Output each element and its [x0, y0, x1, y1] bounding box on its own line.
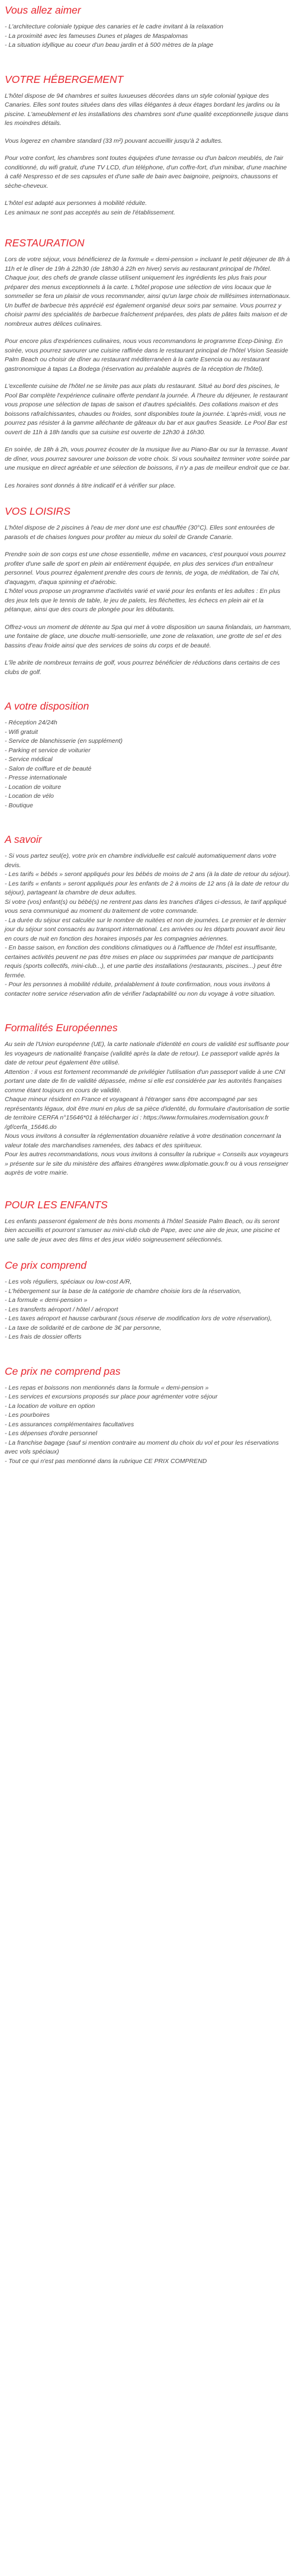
- list-ne-comprend-pas: [5, 1384, 291, 1467]
- paragraph: En soirée, de 18h à 2h, vous pourrez écouter de la musique live au Piano-Bar ou sur la terrasse. Avant de dîner, vous pourrez savourer une boisson de votre choix. Si vous souhaitez terminer votre soirée par une musique en direct agréable et une sélection de boissons, il n'y a pas de meilleur endroit que ce bar.: [5, 446, 290, 471]
- section-title-savoir: A savoir: [5, 833, 42, 845]
- list-comprend: [5, 1278, 291, 1342]
- list-item: - Tout ce qui n'est pas mentionné dans la rubrique CE PRIX COMPREND: [5, 1457, 207, 1465]
- section-title-hebergement: VOTRE HÉBERGEMENT: [5, 73, 124, 85]
- paragraph: - Si vous partez seul(e), votre prix en chambre individuelle est calculé automatiquement dans votre devis.: [5, 852, 276, 869]
- list-item: - Wifi gratuit: [5, 728, 38, 736]
- paragraph: Au sein de l'Union européenne (UE), la carte nationale d'identité en cours de validité est suffisante pour les voyageurs de nationalité française (validité après la date de retour). Le passeport valide après la date de retour peut également être utilisé. Attention : il vous est fortement recommandé de privilégier l'utilisation d'un passeport valide à une CNI portant une date de fin de validité dépassée, même si elle est considérée par les autorités françaises comme étant toujours en cours de validité. Chaque mineur résident en France et voyageant à l'étranger sans être accompagné par ses représentants légaux, doit être muni en plus de sa pièce d'identité, du formulaire d'autorisation de sortie de territoire CERFA n°15646*01 à télécharger ici : https://www.formulaires.modernisation.gouv.fr /gf/cerfa_15646.do Nous vous invitons à consulter la réglementation douanière relative à votre destination concernant la valeur totale des marchandises ramenées, des tabacs et des spiritueux. Pour les autres recommandations, nous vous invitons à consulter la rubrique « Conseils aux voyageurs » présente sur le site du ministère des affaires étrangères www.diplomatie.gouv.fr ou à vous renseigner auprès de votre mairie.: [5, 1041, 289, 1176]
- paragraph: Les horaires sont donnés à titre indicatif et à vérifier sur place.: [5, 482, 176, 489]
- section-title-ne-comprend-pas: Ce prix ne comprend pas: [5, 1365, 121, 1377]
- paragraph: Si votre (vos) enfant(s) ou bébé(s) ne rentrent pas dans les tranches d'âges ci-dessus, le tarif appliqué vous sera communiqué au moment du traitement de votre commande.: [5, 898, 287, 915]
- list-item: - Les transferts aéroport / hôtel / aéroport: [5, 1305, 118, 1313]
- paragraph: L'hôtel est adapté aux personnes à mobilité réduite. Les animaux ne sont pas acceptés au sein de l'établissement.: [5, 200, 176, 216]
- paragraph: - Pour les personnes à mobilité réduite, préalablement à toute confirmation, nous vous invitons à contacter notre service réservation afin de vérifier l'adaptabilité ou non du voyage à votre situation.: [5, 981, 276, 997]
- paragraph: Pour encore plus d'expériences culinaires, nous vous recommandons le programme Ecep-Dining. En soirée, vous pourrez savourer une cuisine raffinée dans le restaurant principal de l'hôtel Vision Seaside Palm Beach ou choisir de dîner au restaurant méditerranéen à la carte Esencia ou au restaurant gastronomique à tapas La Bodega (réservation au préalable auprès de la réception de l'hôtel).: [5, 338, 288, 373]
- list-item: - La proximité avec les fameuses Dunes et plages de Maspalomas: [5, 32, 188, 40]
- paragraph: - Les tarifs « bébés » seront appliqués pour les bébés de moins de 2 ans (à la date de retour du séjour).: [5, 871, 291, 878]
- list-item: - L'hébergement sur la base de la catégorie de chambre choisie lors de la réservation,: [5, 1287, 242, 1295]
- list-item: - La formule « demi-pension »: [5, 1297, 88, 1304]
- list-item: - Service de blanchisserie (en supplément): [5, 737, 123, 745]
- list-item: - La taxe de solidarité et de carbone de 3€ par personne,: [5, 1324, 162, 1332]
- section-title-loisirs: VOS LOISIRS: [5, 505, 70, 517]
- section-enfants: [5, 1198, 291, 1245]
- section-title-formalites: Formalités Européennes: [5, 1022, 118, 1034]
- section-loisirs: [5, 505, 291, 677]
- list-item: - Boutique: [5, 801, 33, 809]
- list-item: - Les taxes aéroport et hausse carburant (sous réserve de modification lors de votre réservation),: [5, 1315, 272, 1322]
- list-item: - Les services et excursions proposés sur place pour agrémenter votre séjour: [5, 1393, 218, 1400]
- list-item: - Les vols réguliers, spéciaux ou low-cost A/R,: [5, 1278, 132, 1285]
- section-vous-allez-aimer: [5, 4, 291, 50]
- list-item: - Presse internationale: [5, 774, 67, 781]
- list-item: - Les dépenses d'ordre personnel: [5, 1430, 98, 1437]
- savoir-lines: [5, 852, 291, 999]
- section-comprend: [5, 1259, 291, 1342]
- section-disposition: [5, 700, 291, 810]
- paragraph: L'île abrite de nombreux terrains de golf, vous pourrez bénéficier de réductions dans certains de ces clubs de golf.: [5, 659, 280, 676]
- section-title-vous-allez-aimer: Vous allez aimer: [5, 4, 81, 16]
- section-title-restauration: RESTAURATION: [5, 237, 85, 249]
- list-item: - Les repas et boissons non mentionnés dans la formule « demi-pension »: [5, 1384, 209, 1391]
- section-title-enfants: POUR LES ENFANTS: [5, 1198, 108, 1211]
- list-item: - Réception 24/24h: [5, 719, 57, 726]
- paragraph: L'hôtel dispose de 2 piscines à l'eau de mer dont une est chauffée (30°C). Elles sont entourées de parasols et de chaises longues pour profiter au mieux du soleil de Grande Canarie.: [5, 524, 275, 541]
- paragraph: L'hôtel dispose de 94 chambres et suites luxueuses décorées dans un style colonial typique des Canaries. Elles sont toutes situées dans des villas élégantes à deux étages bordant les jardins ou la piscine. L'ameublement et les installations des chambres sont d'une qualité exceptionnelle jusque dans les moindres détails.: [5, 92, 289, 127]
- paragraph: - En basse saison, en fonction des conditions climatiques ou à l'affluence de l'hôtel est insuffisante, certaines activités peuvent ne pas être mises en place ou supprimées par manque de participants requis (sports collectifs, mini-club...), et une partie des installations (restaurants, piscines...) peut être fermée.: [5, 944, 282, 979]
- list-item: - Service médical: [5, 756, 53, 763]
- section-hebergement: [5, 73, 291, 218]
- paragraph: Vous logerez en chambre standard (33 m²) pouvant accueillir jusqu'à 2 adultes.: [5, 137, 223, 145]
- section-formalites: [5, 1021, 291, 1178]
- list-item: - Location de voiture: [5, 783, 62, 791]
- list-item: - Les pourboires: [5, 1411, 50, 1419]
- paragraph: Prendre soin de son corps est une chose essentielle, même en vacances, c'est pourquoi vous pourrez profiter d'une salle de sport en plein air entièrement équipée, en plus des services d'un entraîneur personnel. Vous pourrez également prendre des cours de tennis, de yoga, de méditation, de Tai chi, d'aquagym, d'aqua spinning et d'aérobic. L'hôtel vous propose un programme d'activités varié et varié pour les enfants et les adultes : En plus des jeux tels que le tennis de table, le jeu de palets, les fléchettes, les échecs en plein air et la pétanque, ainsi que des cours de plongée pour les débutants.: [5, 551, 286, 613]
- paragraph: Offrez-vous un moment de détente au Spa qui met à votre disposition un sauna finlandais, un hammam, une fontaine de glace, une douche multi-sensorielle, une zone de relaxation, une grotte de sel et des bassins d'eau froide ainsi que des services de soins du corps et de beauté.: [5, 623, 291, 649]
- section-title-comprend: Ce prix comprend: [5, 1259, 87, 1271]
- paragraph: - Les tarifs « enfants » seront appliqués pour les enfants de 2 à moins de 12 ans (à la date de retour du séjour), partageant la chambre de deux adultes.: [5, 880, 289, 896]
- paragraph: Pour votre confort, les chambres sont toutes équipées d'une terrasse ou d'un balcon meublés, de l'air conditionné, du wifi gratuit, d'une TV LCD, d'un téléphone, d'un coffre-fort, d'un minibar, d'une machine à café Nespresso et de ses capsules et d'une salle de bain avec baignoire, peignoirs, chaussons et sèche-cheveux.: [5, 155, 287, 190]
- list-item: - Parking et service de voiturier: [5, 746, 91, 754]
- list-item: - Les assurances complémentaires facultatives: [5, 1420, 134, 1428]
- list-item: - La location de voiture en option: [5, 1402, 95, 1410]
- paragraph: L'excellente cuisine de l'hôtel ne se limite pas aux plats du restaurant. Situé au bord des piscines, le Pool Bar complète l'expérience culinaire offerte pendant la journée. À l'heure du déjeuner, le restaurant vous propose une sélection de tapas de saison et d'autres spécialités. Des collations maison et des boissons rafraîchissantes, chaudes ou froides, sont disponibles toute la journée. L'après-midi, vous ne pourrez pas résister à la gamme alléchante de gâteaux du bar et aux gaufres Seaside. Le Pool Bar est ouvert de 11h à 18h tandis que sa cuisine est ouverte de 12h30 à 16h30.: [5, 383, 288, 436]
- list-item: - Les frais de dossier offerts: [5, 1333, 82, 1340]
- section-restauration: [5, 236, 291, 490]
- list-vous-allez-aimer: [5, 23, 291, 50]
- list-item: - La franchise bagage (sauf si mention contraire au moment du choix du vol et pour les réservations avec vols spéciaux): [5, 1439, 279, 1455]
- section-title-disposition: A votre disposition: [5, 700, 89, 712]
- list-item: - Location de vélo: [5, 793, 54, 800]
- paragraph: - La durée du séjour est calculée sur le nombre de nuitées et non de journées. Le premier et le dernier jour du séjour sont consacrés au transport international. Les arrivées ou les départs pouvant avoir lieu en cours de nuit en fonction des horaires imposés par les compagnies aériennes.: [5, 916, 287, 942]
- section-savoir: [5, 833, 291, 999]
- list-item: - L'architecture coloniale typique des canaries et le cadre invitant à la relaxation: [5, 23, 224, 30]
- list-disposition: [5, 718, 291, 810]
- list-item: - La situation idyllique au coeur d'un beau jardin et à 500 mètres de la plage: [5, 41, 214, 49]
- paragraph: Lors de votre séjour, vous bénéficierez de la formule « demi-pension » incluant le petit déjeuner de 8h à 11h et le dîner de 19h à 22h30 (de 18h30 à 22h en hiver) servis au restaurant principal de l'hôtel. Chaque jour, des chefs de grande classe utilisent uniquement les ingrédients les plus frais pour préparer des menus exceptionnels à la carte. L'hôtel propose une sélection de vins locaux que le sommelier se fera un plaisir de vous recommander, ainsi qu'un large choix de millésimes internationaux. Un buffet de barbecue très apprécié est également organisé deux soirs par semaine. Vous pourrez y choisir parmi des spécialités de barbecue fraîchement préparées, des plats de pâtes faits maison et de nombreux autres délices culinaires.: [5, 256, 291, 328]
- list-item: - Salon de coiffure et de beauté: [5, 765, 92, 772]
- paragraph: Les enfants passeront également de très bons moments à l'hôtel Seaside Palm Beach, ou ils seront bien accueillis et pourront s'amuser au mini-club club de Pape, avec une aire de jeux, une piscine et une salle de jeux avec des films et des jeux vidéo soigneusement sélectionnés.: [5, 1217, 280, 1243]
- section-ne-comprend-pas: [5, 1365, 291, 1467]
